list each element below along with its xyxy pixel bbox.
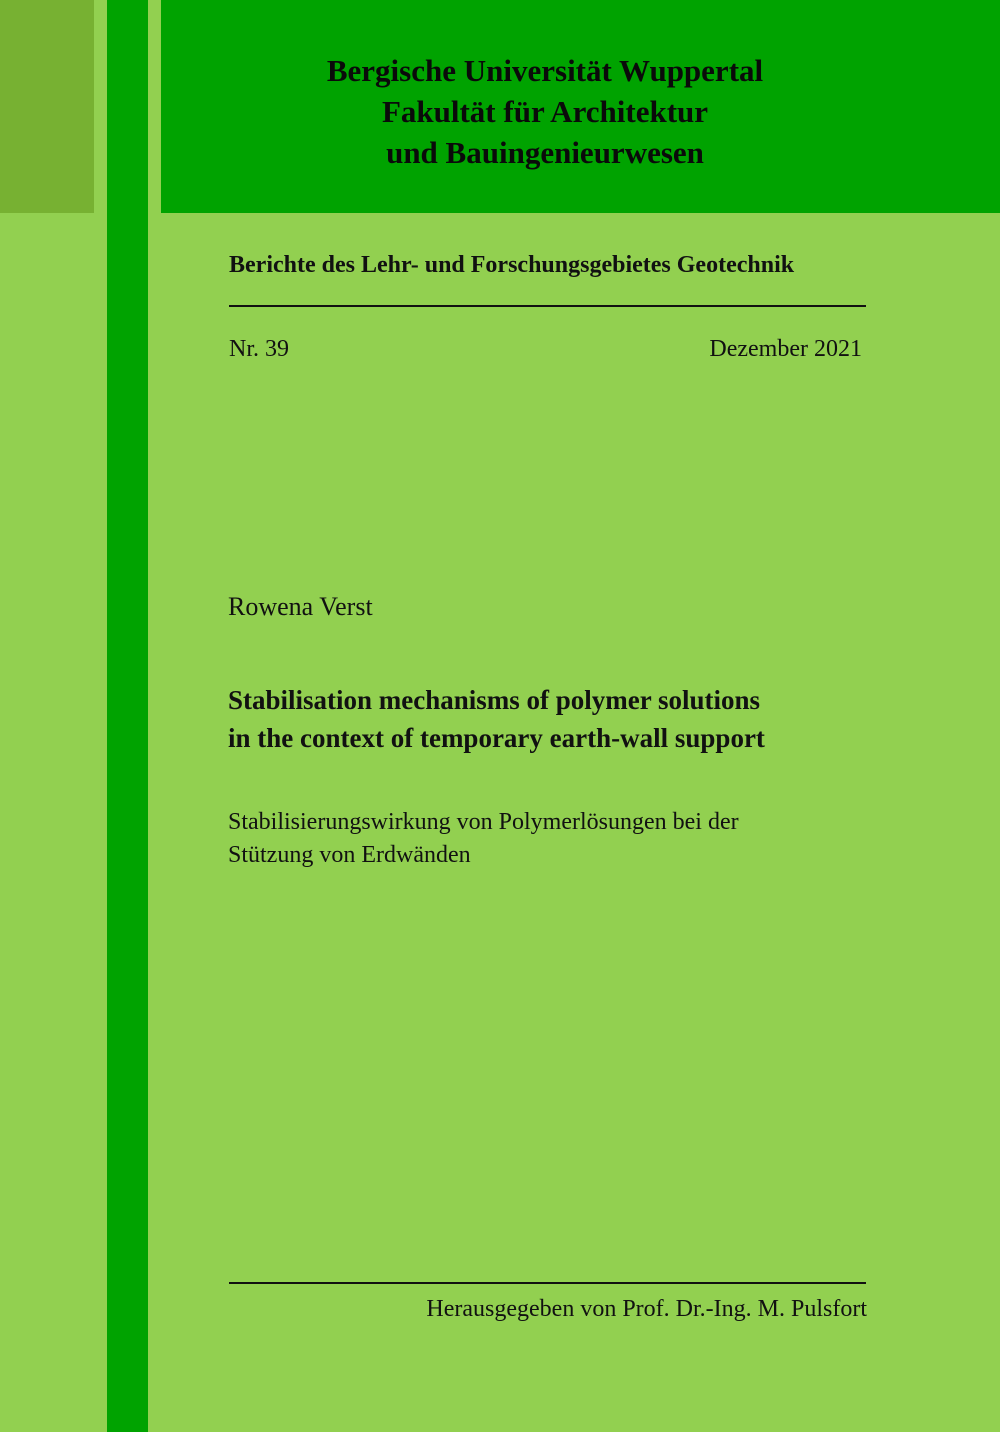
report-title-line-2: in the context of temporary earth-wall support [228,723,765,753]
report-subtitle [228,806,739,872]
university-header [161,50,929,173]
faculty-name-continued: und Bauingenieurwesen [386,135,704,170]
issue-date: Dezember 2021 [709,336,862,362]
issue-number: Nr. 39 [229,336,289,362]
faculty-name: Fakultät für Architektur [381,94,709,129]
corner-accent-block [0,0,94,213]
report-title-line-1: Stabilisation mechanisms of polymer solutions [228,685,761,715]
bottom-divider [229,1282,866,1284]
series-title: Berichte des Lehr- und Forschungsgebietes Geotechnik [229,252,795,278]
vertical-green-stripe [107,0,148,1432]
report-title [228,681,765,757]
report-subtitle-line-1: Stabilisierungswirkung von Polymerlösungen bei der [228,809,739,835]
top-divider [229,305,866,307]
university-name: Bergische Universität Wuppertal [326,53,764,88]
editor-credit: Herausgegeben von Prof. Dr.-Ing. M. Pulsfort [426,1296,867,1322]
issue-info [229,336,862,363]
report-subtitle-line-2: Stützung von Erdwänden [228,842,471,868]
author-name: Rowena Verst [228,592,373,621]
